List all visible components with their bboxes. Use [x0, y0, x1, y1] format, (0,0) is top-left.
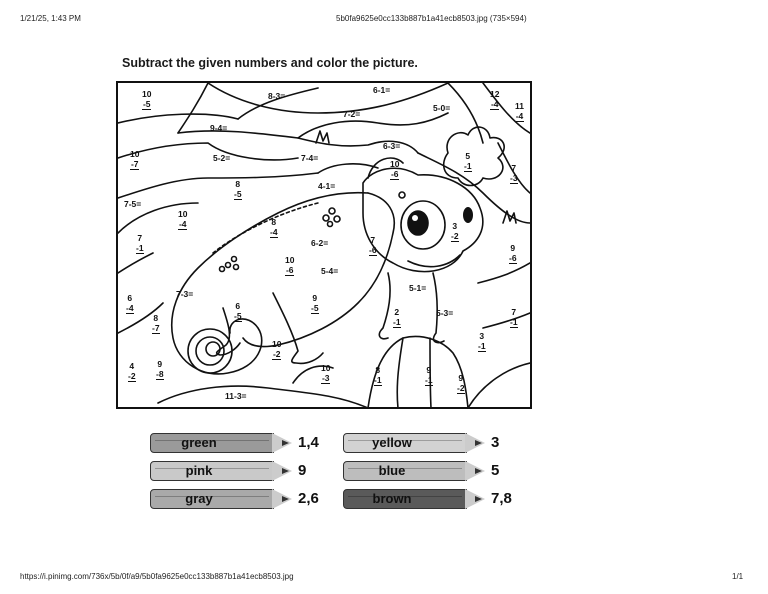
print-page-number: 1/1: [732, 572, 744, 581]
legend-answers: 3: [491, 434, 500, 451]
subtraction-problem: [369, 235, 377, 256]
print-filename: 5b0fa9625e0cc133b887b1a41ecb8503.jpg (735×594): [336, 14, 527, 23]
subtraction-problem: 6-2=: [311, 238, 329, 248]
problem-minuend: 10: [178, 209, 188, 219]
legend-answers: 9: [298, 462, 307, 479]
coloring-picture: [116, 81, 532, 409]
problem-minuend: 7: [511, 307, 517, 317]
subtraction-problem: [234, 301, 242, 322]
problem-minuend: 6: [127, 293, 133, 303]
problem-minuend: 3: [479, 331, 485, 341]
problem-minuend: 9: [458, 373, 464, 383]
subtraction-problem: 7-4=: [301, 153, 319, 163]
subtraction-problem: 5-0=: [433, 103, 451, 113]
problem-minuend: 7: [137, 233, 143, 243]
problem-minuend: 12: [490, 89, 500, 99]
legend-color-label: green: [181, 435, 217, 450]
problem-subtrahend: -5: [234, 189, 242, 199]
problem-subtrahend: -3: [510, 173, 518, 183]
problem-subtrahend: -1: [136, 243, 144, 253]
subtraction-problem: [510, 163, 518, 184]
problem-subtrahend: -2: [451, 231, 459, 241]
pencil-tip-icon: [465, 489, 485, 509]
subtraction-problem: [270, 217, 278, 238]
problem-minuend: 9: [510, 243, 516, 253]
subtraction-problem: 6-1=: [373, 85, 391, 95]
subtraction-problem: [425, 365, 433, 386]
subtraction-problem: [126, 293, 134, 314]
problem-minuend: 9: [157, 359, 163, 369]
print-datetime: 1/21/25, 1:43 PM: [20, 14, 81, 23]
subtraction-problem: 5-1=: [409, 283, 427, 293]
problem-subtrahend: -6: [390, 169, 399, 179]
legend-pencil-green: [150, 433, 335, 453]
problem-subtrahend: -4: [178, 219, 187, 229]
problem-subtrahend: -3: [321, 373, 330, 383]
subtraction-problem: 11-3=: [225, 391, 247, 401]
subtraction-problem: [510, 307, 518, 328]
subtraction-problem: [311, 293, 319, 314]
problem-minuend: 10: [390, 159, 400, 169]
problem-subtrahend: -6: [285, 265, 294, 275]
problem-subtrahend: -6: [369, 245, 377, 255]
subtraction-problem: [478, 331, 486, 352]
subtraction-problem: [130, 149, 139, 170]
problem-subtrahend: -4: [490, 99, 499, 109]
subtraction-problem: [509, 243, 517, 264]
legend-pencil-gray: [150, 489, 335, 509]
problem-subtrahend: -4: [126, 303, 134, 313]
legend-answers: 5: [491, 462, 500, 479]
legend-color-label: gray: [185, 491, 213, 506]
problem-subtrahend: -1: [510, 317, 518, 327]
subtraction-problem: [272, 339, 281, 360]
problem-subtrahend: -1: [374, 375, 382, 385]
problem-minuend: 10: [272, 339, 282, 349]
subtraction-problem: [156, 359, 164, 380]
problem-minuend: 11: [515, 101, 524, 111]
legend-pencil-pink: [150, 461, 335, 481]
subtraction-problem: 8-3=: [268, 91, 286, 101]
problem-minuend: 3: [452, 221, 458, 231]
print-url: https://i.pinimg.com/736x/5b/0f/a9/5b0fa9625e0cc133b887b1a41ecb8503.jpg: [20, 572, 294, 581]
subtraction-problem: [321, 363, 330, 384]
subtraction-problem: 4-1=: [318, 181, 336, 191]
subtraction-problem: [178, 209, 187, 230]
subtraction-problem: [464, 151, 472, 172]
subtraction-problem: [451, 221, 459, 242]
problem-subtrahend: -2: [272, 349, 281, 359]
subtraction-problem: [152, 313, 160, 334]
problem-minuend: 8: [271, 217, 277, 227]
subtraction-problem: [374, 365, 382, 386]
subtraction-problem: [234, 179, 242, 200]
problem-subtrahend: -1: [478, 341, 486, 351]
subtraction-problem: 9-4=: [210, 123, 228, 133]
legend-color-label: yellow: [372, 435, 412, 450]
problem-subtrahend: -6: [509, 253, 517, 263]
legend-pencil-yellow: [343, 433, 528, 453]
problem-minuend: 6: [235, 301, 241, 311]
problem-minuend: 9: [312, 293, 318, 303]
subtraction-problem: 6-3=: [383, 141, 401, 151]
problem-subtrahend: -5: [142, 99, 151, 109]
problem-minuend: 10: [321, 363, 331, 373]
subtraction-problem: 5-2=: [213, 153, 231, 163]
subtraction-problem: 7-5=: [124, 199, 142, 209]
problem-subtrahend: -2: [457, 383, 465, 393]
problem-minuend: 8: [375, 365, 381, 375]
problem-subtrahend: -1: [425, 375, 433, 385]
legend-color-label: blue: [378, 463, 406, 478]
problem-minuend: 7: [370, 235, 376, 245]
legend-answers: 7,8: [491, 490, 512, 507]
problem-subtrahend: -4: [515, 111, 524, 121]
problem-minuend: 10: [130, 149, 140, 159]
problem-minuend: 5: [465, 151, 471, 161]
pencil-tip-icon: [465, 433, 485, 453]
problem-subtrahend: -4: [270, 227, 278, 237]
problem-subtrahend: -7: [130, 159, 139, 169]
worksheet-title: Subtract the given numbers and color the picture.: [122, 56, 418, 70]
subtraction-problem: [457, 373, 465, 394]
problem-minuend: 10: [142, 89, 152, 99]
problem-minuend: 4: [129, 361, 135, 371]
legend-answers: 2,6: [298, 490, 319, 507]
pencil-tip-icon: [272, 461, 292, 481]
pencil-tip-icon: [465, 461, 485, 481]
subtraction-problem: 5-3=: [436, 308, 454, 318]
legend-color-label: brown: [372, 491, 412, 506]
subtraction-problem: [142, 89, 151, 110]
problem-subtrahend: -2: [128, 371, 136, 381]
problem-minuend: 2: [394, 307, 400, 317]
problem-subtrahend: -8: [156, 369, 164, 379]
subtraction-problem: [393, 307, 401, 328]
problem-subtrahend: -1: [393, 317, 401, 327]
problem-minuend: 10: [285, 255, 295, 265]
pencil-tip-icon: [272, 489, 292, 509]
subtraction-problem: [390, 159, 399, 180]
subtraction-problem: [136, 233, 144, 254]
subtraction-problem: 5-4=: [321, 266, 339, 276]
legend-color-label: pink: [185, 463, 213, 478]
subtraction-problem: [128, 361, 136, 382]
subtraction-problem: 7-3=: [176, 289, 194, 299]
subtraction-problem: [285, 255, 294, 276]
subtraction-problem: [515, 101, 524, 122]
problem-minuend: 8: [153, 313, 159, 323]
legend-pencil-blue: [343, 461, 528, 481]
legend-pencil-brown: [343, 489, 528, 509]
legend-answers: 1,4: [298, 434, 319, 451]
problem-minuend: 9: [426, 365, 432, 375]
problem-subtrahend: -7: [152, 323, 160, 333]
problem-minuend: 8: [235, 179, 241, 189]
subtraction-problem: [490, 89, 499, 110]
subtraction-problem: 7-2=: [343, 109, 361, 119]
pencil-tip-icon: [272, 433, 292, 453]
problem-minuend: 7: [511, 163, 517, 173]
problem-subtrahend: -1: [464, 161, 472, 171]
problem-subtrahend: -5: [234, 311, 242, 321]
problem-subtrahend: -5: [311, 303, 319, 313]
